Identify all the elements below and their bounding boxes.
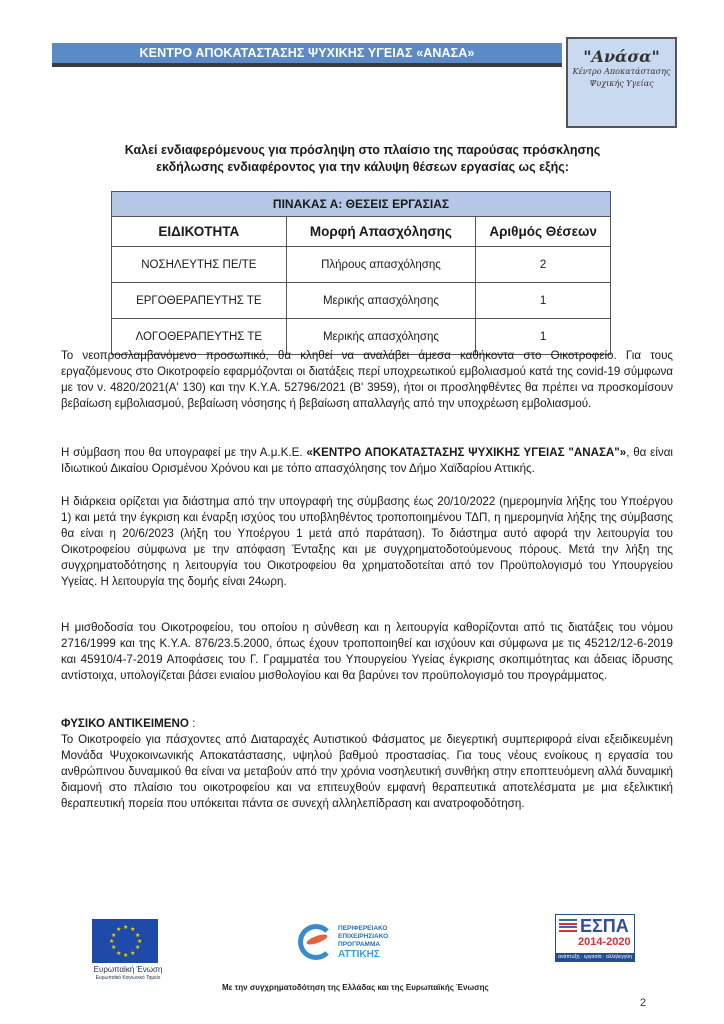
table-row xyxy=(112,283,611,319)
espa-years: 2014-2020 xyxy=(578,936,631,948)
section-title: ΦΥΣΙΚΟ ΑΝΤΙΚΕΙΜΕΝΟ xyxy=(61,717,189,730)
eu-flag-logo: ★ ★ ★ ★ ★ ★ ★ ★ ★ ★ ★ ★ xyxy=(92,919,158,963)
anasa-logo xyxy=(566,37,677,128)
cell-specialty: ΛΟΓΟΘΕΡΑΠΕΥΤΗΣ ΤΕ xyxy=(112,319,287,355)
cell-positions: 1 xyxy=(476,283,611,319)
paragraph-vaccination: Το νεοπροσλαμβανόμενο προσωπικό, θα κληθεί να αναλάβει άμεσα καθήκοντα στο Οικοτροφείο. Για τους εργαζόμενους στο Οικοτροφείο εφαρμόζονται οι διατάξεις περί υποχρεωτικού εμβολιασμού κατά της covid-19 σύμφωνα με τον ν. 4820/2021(Α' 130) και την Κ.Υ.Α. 52796/2021 (Β' 3959), ήτοι οι προσληφθέντες θα πρέπει να προσκομίσουν βεβαίωση εμβολιασμού, βεβαίωση νόσησης ή βεβαίωση απαλλαγής από την υποχρέωση εμβολιασμού. xyxy=(61,349,673,410)
organization-name: «ΚΕΝΤΡΟ ΑΠΟΚΑΤΑΣΤΑΣΗΣ ΨΥΧΙΚΗΣ ΥΓΕΙΑΣ "ΑΝΑΣΑ"» xyxy=(306,446,627,459)
column-header-specialty: ΕΙΔΙΚΟΤΗΤΑ xyxy=(112,217,287,247)
paragraph-payroll: Η μισθοδοσία του Οικοτροφείου, του οποίου η σύνθεση και η λειτουργία καθορίζονται από τις διατάξεις του νόμου 2716/1999 και της Κ.Υ.Α. 876/23.5.2000, όπως έχουν τροποποιηθεί και ισχύουν και σύμφωνα με τις 45212/12-6-2019 και 45910/4-7-2019 Αποφάσεις του Γ. Γραμματέα του Υπουργείου Υγείας έγκρισης σκοπιμότητας και άδειας ίδρυσης αντίστοιχα, υπολογίζεται βάσει ενιαίου μισθολογίου και θα βαρύνει τον προϋπολογισμό του προγράμματος. xyxy=(61,621,673,682)
pep-text xyxy=(338,925,388,960)
espa-word: ΕΣΠΑ xyxy=(580,916,629,936)
eu-label xyxy=(88,965,168,983)
cell-employment-type: Πλήρους απασχόλησης xyxy=(286,247,476,283)
espa-logo xyxy=(555,914,635,962)
contract-text-post: , θα είναι Ιδιωτικού Δικαίου Ορισμένου Χρόνου και με τόπο απασχόλησης τον Δήμο Χαϊδαρίου Αττικής. xyxy=(61,446,673,475)
cell-positions: 2 xyxy=(476,247,611,283)
table-row xyxy=(112,247,611,283)
eu-sublabel: Ευρωπαϊκό Κοινωνικό Ταμείο xyxy=(95,975,161,981)
cell-specialty: ΝΟΣΗΛΕΥΤΗΣ ΠΕ/ΤΕ xyxy=(112,247,287,283)
pep-line1: ΠΕΡΙΦΕΡΕΙΑΚΟ xyxy=(338,925,388,932)
table-title: ΠΙΝΑΚΑΣ Α: ΘΕΣΕΙΣ ΕΡΓΑΣΙΑΣ xyxy=(112,192,611,217)
section-colon: : xyxy=(188,717,196,730)
paragraph-contract xyxy=(61,445,673,477)
logo-subtitle-line1: Κέντρο Αποκατάστασης xyxy=(572,67,671,76)
pep-line2: ΕΠΙΧΕΙΡΗΣΙΑΚΟ xyxy=(338,933,389,940)
cell-employment-type: Μερικής απασχόλησης xyxy=(286,319,476,355)
cell-positions: 1 xyxy=(476,319,611,355)
cell-specialty: ΕΡΓΟΘΕΡΑΠΕΥΤΗΣ ΤΕ xyxy=(112,283,287,319)
paragraph-physical-object: Το Οικοτροφείο για πάσχοντες από Διαταραχές Αυτιστικού Φάσματος με διεγερτική συμπεριφορά είναι εξειδικευμένη Μονάδα Ψυχοκοινωνικής Αποκατάστασης, υψηλού βαθμού προστασίας. Για τους νέους ενοίκους η εργασία του ανθρώπινου δυναμικού θα είναι να μεταβούν από την χρόνια νοσηλευτική συνθήκη στην εποπτευόμενη αλλά δυναμική διαμονή στο πλαίσιο του οικοτροφείου και να επιτευχθούν εμφανή θεραπευτικά αποτελέσματα με μια εξελικτική θεραπευτική πορεία που υπόκειται πάντα σε συνεχή αλληλεπίδραση και ανατροφοδότηση. xyxy=(61,733,673,810)
cell-employment-type: Μερικής απασχόλησης xyxy=(286,283,476,319)
pep-line3: ΠΡΟΓΡΑΜΜΑ xyxy=(338,941,381,948)
section-physical-object xyxy=(61,716,673,812)
cofunding-text: Με την συγχρηματοδότηση της Ελλάδας και της Ευρωπαϊκής Ένωσης xyxy=(222,983,489,992)
paragraph-duration: Η διάρκεια ορίζεται για διάστημα από την υπογραφή της σύμβασης έως 20/10/2022 (ημερομηνία λήξης του Υποέργου 1) και μετά την έγκριση και έναρξη ισχύος του υποβληθέντος τροποποιημένου ΤΔΠ, η ημερομηνία λήξης της σύμβασης θα είναι η 20/6/2023 (λήξη του Υποέργου 1 μετά από παράταση). Το διάστημα αυτό αφορά την λειτουργία του Οικοτροφείου σύμφωνα με την απόφαση Ένταξης και με συγχρηματοδοτούμενους πόρους. Μετά την λήξη της συγχρηματοδότησης η λειτουργία του Οικοτροφείου θα χρηματοδοτείται από τον Προϋπολογισμό του Υπουργείου Υγείας. Η λειτουργία της δομής είναι 24ωρη. xyxy=(61,495,673,588)
column-header-positions: Αριθμός Θέσεων xyxy=(476,217,611,247)
logo-title: "Ανάσα" xyxy=(583,47,660,66)
intro-text: Καλεί ενδιαφερόμενους για πρόσληψη στο πλαίσιο της παρούσας πρόσκλησης εκδήλωσης ενδιαφέροντος για την κάλυψη θέσεων εργασίας ως εξής: xyxy=(124,143,601,174)
eu-label-text: Ευρωπαϊκή Ένωση xyxy=(93,965,163,974)
pep-attica-logo xyxy=(298,922,408,962)
contract-text-pre: Η σύμβαση που θα υπογραφεί με την Α.μ.Κ.Ε. xyxy=(61,446,307,459)
header-title: ΚΕΝΤΡΟ ΑΠΟΚΑΤΑΣΤΑΣΗΣ ΨΥΧΙΚΗΣ ΥΓΕΙΑΣ «ΑΝΑΣΑ» xyxy=(139,46,475,60)
page-number: 2 xyxy=(640,997,647,1009)
header-bar xyxy=(52,43,562,67)
pep-line4: ΑΤΤΙΚΗΣ xyxy=(338,949,380,960)
job-positions-table xyxy=(111,191,611,355)
espa-stripes-icon xyxy=(559,919,577,933)
column-header-employment-type: Μορφή Απασχόλησης xyxy=(286,217,476,247)
espa-tagline: ανάπτυξη · εργασία · αλληλεγγύη xyxy=(556,953,634,961)
logo-subtitle-line2: Ψυχικής Υγείας xyxy=(589,79,654,88)
